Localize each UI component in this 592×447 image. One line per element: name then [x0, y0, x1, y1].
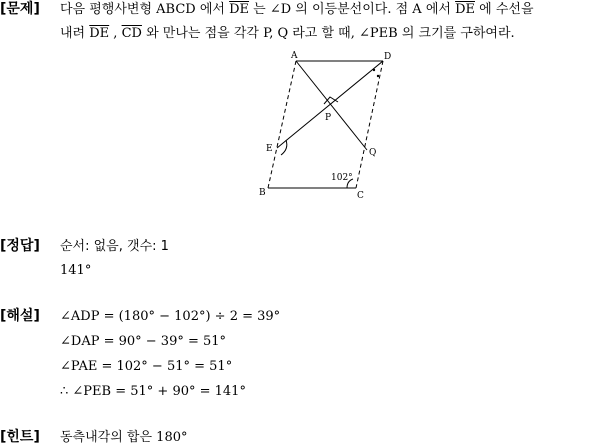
label-q: Q — [369, 148, 377, 158]
angle-dot-2 — [377, 75, 379, 77]
label-d: D — [384, 52, 392, 62]
line-aq — [296, 61, 367, 150]
side-ab — [268, 61, 296, 188]
label-c: C — [357, 191, 364, 201]
line-de — [277, 61, 383, 148]
explanation-label: [해설] — [0, 308, 40, 324]
label-a: A — [291, 51, 298, 61]
label-e: E — [266, 144, 273, 154]
problem-line-1-text-b: 는 ∠D 의 이등분선이다. 점 A 에서 — [249, 2, 456, 17]
hint-label: [힌트] — [0, 429, 40, 445]
problem-line-2-text-c: 와 만나는 점을 각각 P, Q 라고 할 때, ∠PEB 의 크기를 구하여라. — [141, 26, 515, 41]
explanation-line-4: ∴ ∠PEB = 51° + 90° = 141° — [60, 384, 246, 399]
problem-line-2-text-b: , — [109, 26, 122, 41]
explanation-line-1: ∠ADP = (180° − 102°) ÷ 2 = 39° — [60, 309, 281, 324]
explanation-line-2: ∠DAP = 90° − 39° = 51° — [60, 334, 227, 349]
answer-line-2: 141° — [60, 263, 92, 278]
problem-line-2-text-a: 내려 — [60, 26, 90, 41]
explanation-line-3: ∠PAE = 102° − 51° = 51° — [60, 359, 233, 374]
angle-dot-1 — [373, 69, 375, 71]
problem-line-1-text-a: 다음 평행사변형 ABCD 에서 — [60, 2, 230, 17]
label-angle-c: 102° — [331, 173, 353, 183]
answer-label: [정답] — [0, 238, 40, 254]
label-p: P — [325, 113, 332, 123]
segment-de-2: $\overline{DE}$ — [455, 2, 475, 17]
segment-cd: $\overline{CD}$ — [121, 26, 142, 41]
problem-label: [문제] — [0, 1, 40, 17]
label-b: B — [259, 188, 266, 198]
segment-de-3: $\overline{DE}$ — [89, 26, 110, 41]
problem-line-1-text-c: 에 수선을 — [475, 2, 534, 17]
hint-line-1: 동측내각의 합은 180° — [60, 430, 188, 445]
segment-de-1: $\overline{DE}$ — [229, 2, 250, 17]
answer-line-1: 순서: 없음, 갯수: 1 — [60, 239, 169, 254]
